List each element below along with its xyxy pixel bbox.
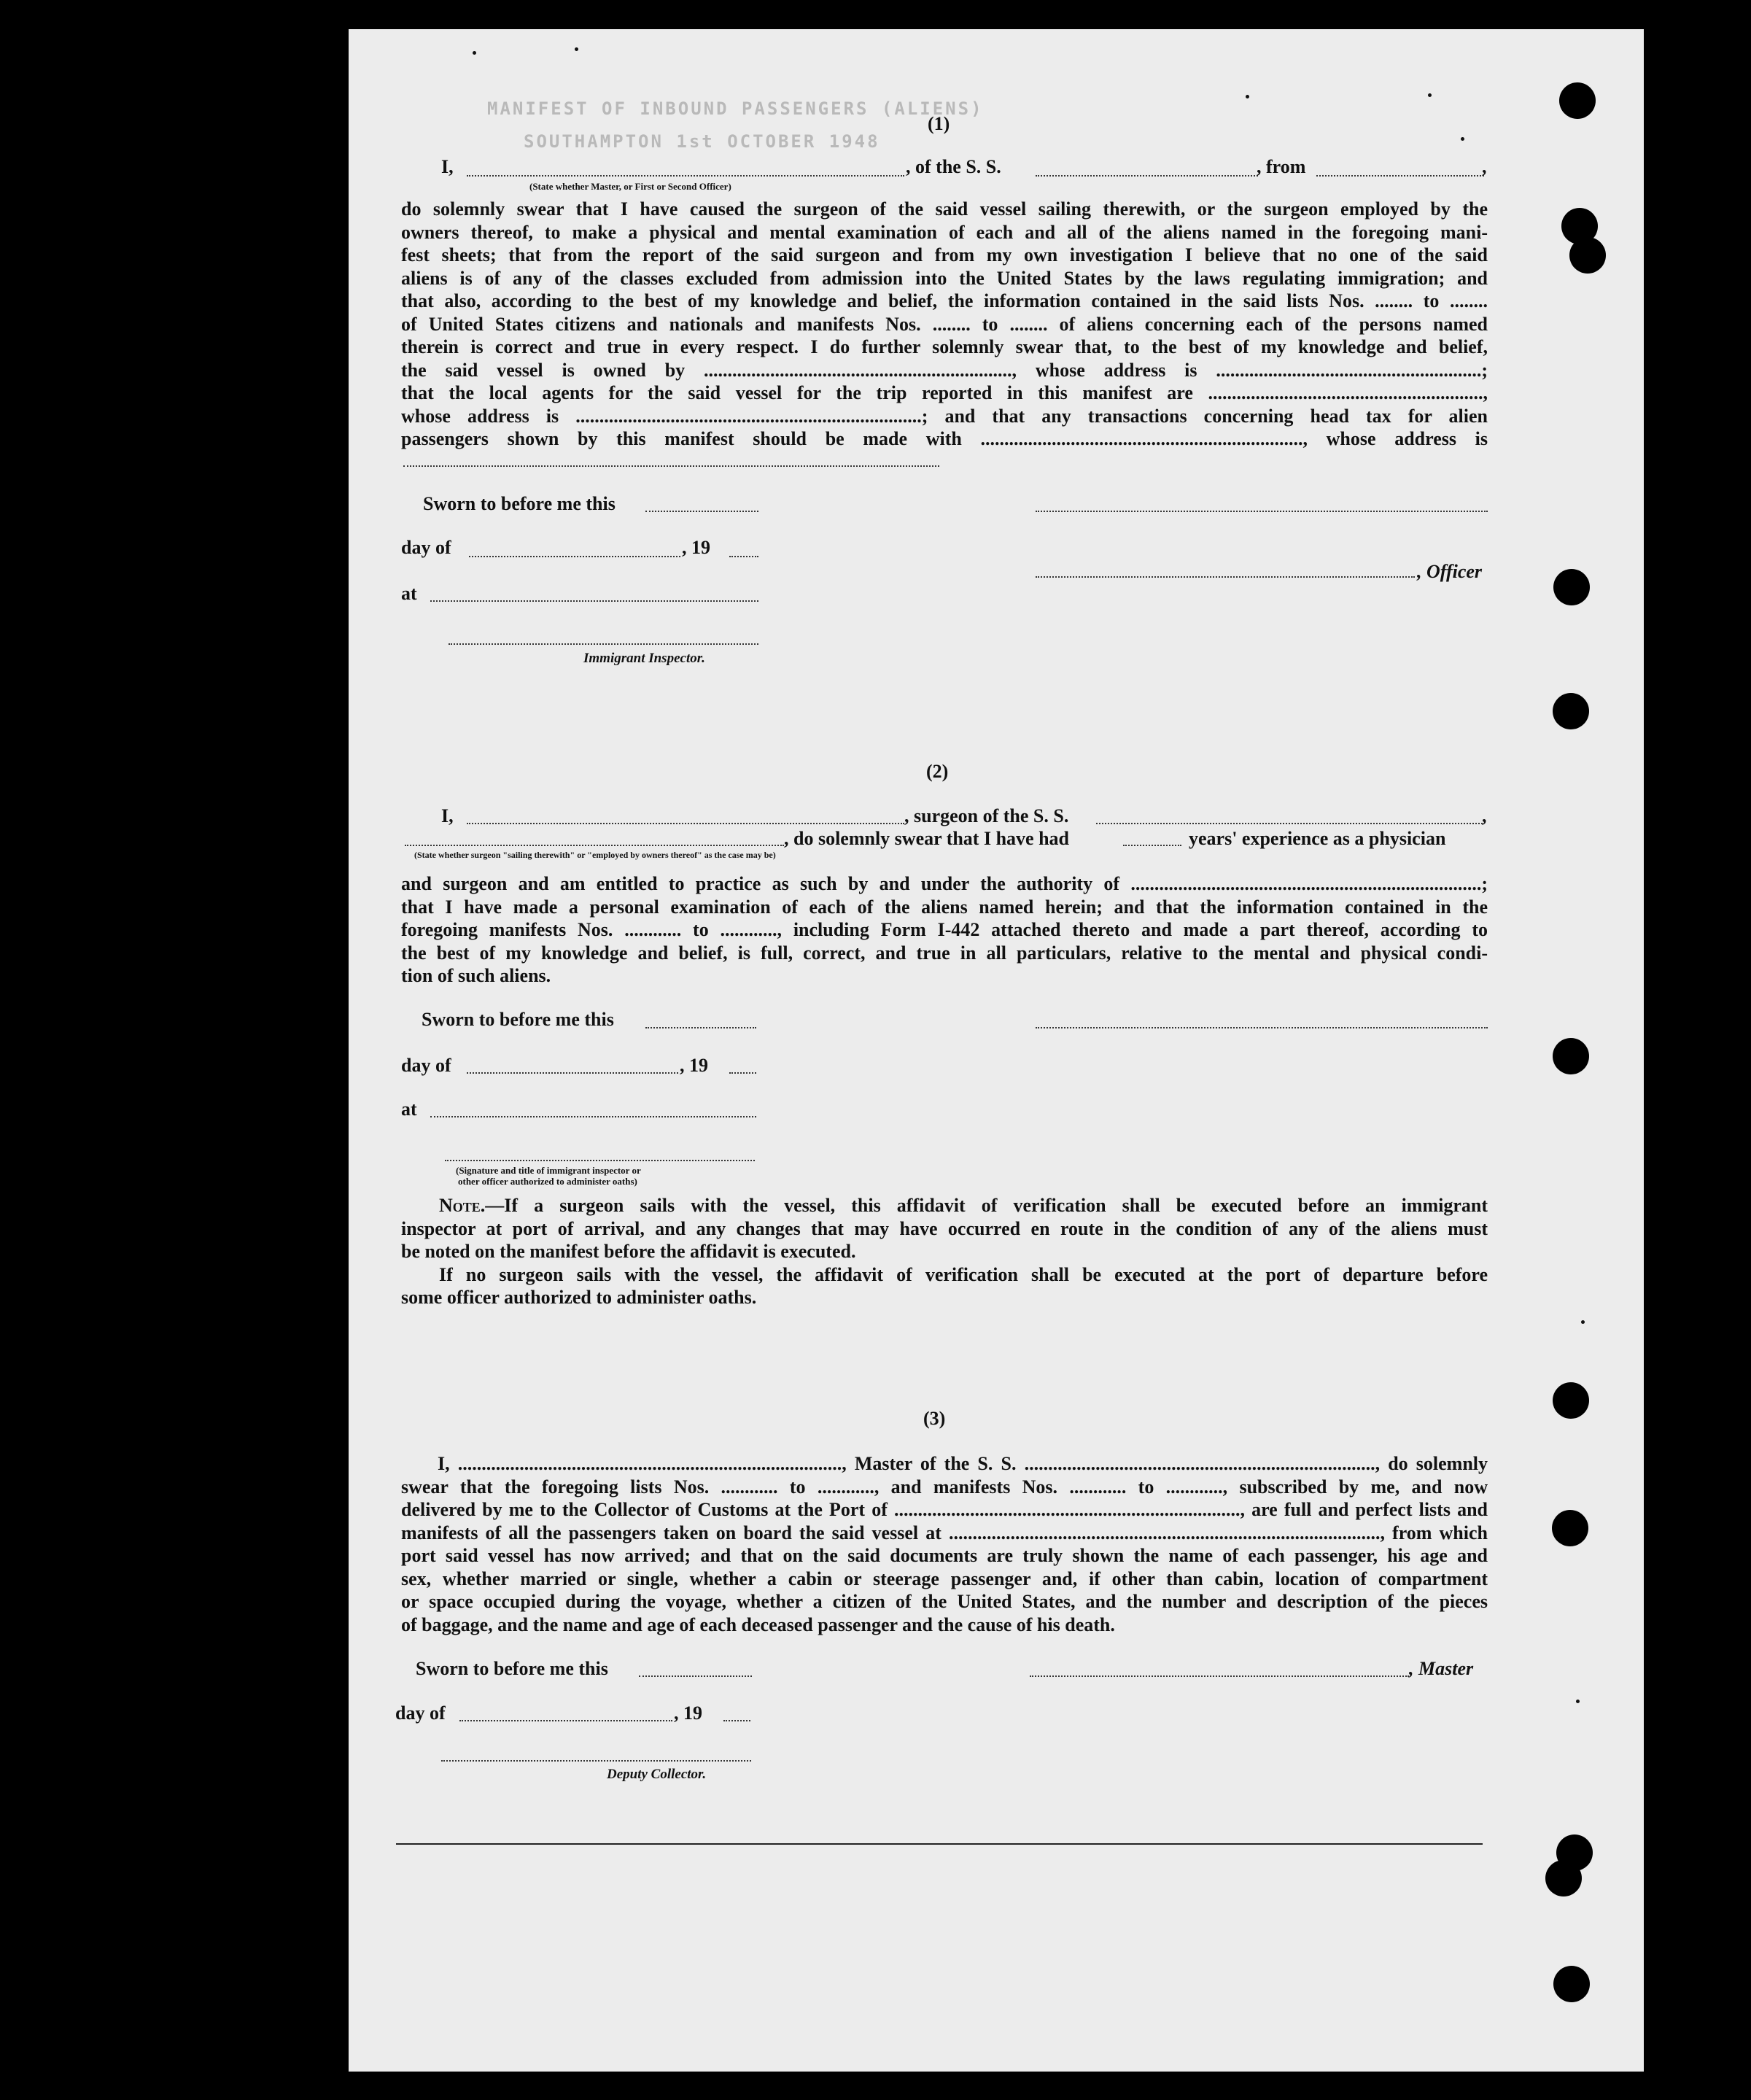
scan-speck: [1461, 137, 1464, 141]
s2-note-text: —If a surgeon sails with the vessel, this affidavit of verification shall be executed before an immigrant: [485, 1195, 1488, 1216]
s2-vessel-blank: [1096, 823, 1483, 824]
stamp-bleed-line-2: SOUTHAMPTON 1st OCTOBER 1948: [524, 131, 880, 152]
s1-line: that the local agents for the said vessel for the trip reported in this manifest are ..........................................................,: [401, 382, 1488, 403]
s1-day-of-label: day of: [401, 537, 451, 558]
s1-at-blank: [430, 600, 758, 602]
s2-note-line: [401, 1194, 1488, 1217]
s2-line: and surgeon and am entitled to practice as such by and under the authority of ..........................................................................;: [401, 873, 1488, 894]
s2-note-line: inspector at port of arrival, and any changes that may have occurred en route in the condition of any of the aliens must: [401, 1217, 1488, 1239]
s3-sworn-blank: [639, 1675, 752, 1677]
s3-day-of-label: day of: [395, 1702, 446, 1724]
s2-swear-label: , do solemnly swear that I have had: [784, 828, 1070, 849]
s1-inspector-label: Immigrant Inspector.: [583, 651, 705, 666]
s2-comma: ,: [1482, 805, 1487, 826]
binder-hole: [1553, 1038, 1589, 1074]
s1-year-label: , 19: [682, 537, 710, 558]
s1-line: passengers shown by this manifest should be made with ...................................................................., whose address is: [401, 428, 1488, 449]
s1-at-label: at: [401, 583, 417, 604]
section-2-heading: (2): [926, 761, 949, 782]
binder-hole: [1569, 237, 1606, 274]
s1-name-blank: [467, 175, 904, 177]
s3-line: port said vessel has now arrived; and that on the said documents are truly shown the name of each passenger, his age and: [401, 1545, 1488, 1566]
s3-line: delivered by me to the Collector of Customs at the Port of ........................................................................., are full and perfect lists and: [401, 1499, 1488, 1520]
s2-year-label: , 19: [680, 1055, 708, 1076]
s2-year-blank: [729, 1072, 756, 1074]
scan-speck: [473, 51, 476, 55]
s1-line: the said vessel is owned by ................................................................., whose address is ........................................................;: [401, 359, 1488, 381]
s1-line: whose address is .........................................................................; and that any transactions concerning head tax for alien: [401, 405, 1488, 427]
s1-officer-label: , Officer: [1417, 561, 1483, 582]
s2-note-label: Note.: [439, 1195, 486, 1216]
s3-year-blank: [723, 1720, 750, 1721]
s2-line: tion of such aliens.: [401, 965, 551, 986]
s1-line: that also, according to the best of my knowledge and belief, the information contained in the said lists Nos. ........ to ........: [401, 290, 1488, 311]
s1-comma: ,: [1482, 156, 1487, 177]
scan-speck: [575, 47, 578, 51]
scan-speck: [1576, 1700, 1580, 1703]
binder-hole: [1559, 82, 1596, 119]
s3-deputy-blank: [441, 1760, 751, 1762]
s1-signature-blank: [1036, 511, 1488, 512]
s3-line: of baggage, and the name and age of each deceased passenger and the cause of his death.: [401, 1613, 1115, 1635]
s1-sworn-blank: [645, 511, 758, 512]
section-2-note: [401, 1194, 1488, 1309]
s1-sworn-label: Sworn to before me this: [423, 493, 616, 514]
s1-day-blank: [469, 556, 680, 557]
s2-at-label: at: [401, 1099, 417, 1120]
binder-hole: [1553, 693, 1589, 729]
s2-note-line: be noted on the manifest before the affidavit is executed.: [401, 1241, 856, 1262]
s2-note2-line: If no surgeon sails with the vessel, the affidavit of verification shall be executed at the port of departure before: [439, 1263, 1488, 1285]
s1-line: do solemnly swear that I have caused the surgeon of the said vessel sailing therewith, or the surgeon employed by the: [401, 198, 1488, 220]
s2-sig-note-2: other officer authorized to administer oaths): [458, 1176, 637, 1187]
s2-line: foregoing manifests Nos. ............ to ............, including Form I-442 attached thereto and made a part thereof, according to: [401, 919, 1488, 940]
binder-hole: [1552, 1510, 1588, 1546]
s2-sworn-label: Sworn to before me this: [422, 1009, 614, 1030]
s2-years-label: years' experience as a physician: [1189, 828, 1446, 849]
s1-inspector-blank: [449, 643, 758, 645]
s3-line: I, ................................................................................., Master of the S. S. .........................................................................., do solemnly: [438, 1453, 1488, 1474]
s1-line: fest sheets; that from the report of the said surgeon and from my own investigation I believe that no one of the said: [401, 244, 1488, 266]
binder-hole: [1545, 1860, 1582, 1896]
s1-line: therein is correct and true in every respect. I do further solemnly swear that, to the best of my knowledge and belief,: [401, 336, 1488, 357]
section-2-body: [401, 872, 1488, 988]
s2-signature-title-blank: [445, 1160, 755, 1161]
s1-officer-blank: [1036, 576, 1415, 578]
s2-day-blank: [467, 1072, 678, 1074]
s3-deputy-label: Deputy Collector.: [607, 1767, 707, 1782]
s3-line: or space occupied during the voyage, whether a citizen of the United States, and the number and description of the pieces: [401, 1591, 1488, 1612]
s1-officer-note: (State whether Master, or First or Second Officer): [529, 181, 731, 192]
s2-capacity-note: (State whether surgeon "sailing therewith" or "employed by owners thereof" as the case may be): [414, 850, 776, 860]
binder-hole: [1553, 1966, 1590, 2002]
s3-master-label: , Master: [1409, 1658, 1474, 1679]
section-1-body: [401, 198, 1488, 451]
s2-signature-blank: [1036, 1027, 1488, 1028]
bottom-rule: [396, 1843, 1483, 1845]
s1-year-blank: [729, 556, 758, 557]
s2-capacity-blank: [405, 845, 784, 846]
scan-speck: [1581, 1320, 1585, 1324]
s1-of-ss-label: , of the S. S.: [906, 156, 1001, 177]
scan-speck: [1246, 95, 1249, 98]
s1-line: owners thereof, to make a physical and mental examination of each and all of the aliens named in the foregoing mani-: [401, 221, 1488, 243]
s1-i-label: I,: [441, 156, 454, 177]
s1-line: aliens is of any of the classes excluded from admission into the United States by the laws regulating immigration; and: [401, 267, 1488, 289]
s2-name-blank: [467, 823, 904, 824]
s2-line: that I have made a personal examination of each of the aliens named herein; and that the information contained in the: [401, 896, 1488, 918]
scan-speck: [1428, 93, 1432, 97]
s1-address-blank: [403, 465, 939, 467]
s2-years-blank: [1123, 845, 1181, 846]
s2-sig-note-1: (Signature and title of immigrant inspector or: [456, 1165, 641, 1176]
binder-hole: [1553, 569, 1590, 605]
binder-hole: [1553, 1382, 1589, 1419]
section-3-heading: (3): [923, 1408, 946, 1429]
s1-from-blank: [1316, 175, 1484, 177]
s1-line: of United States citizens and nationals and manifests Nos. ........ to ........ of aliens concerning each of the persons named: [401, 313, 1488, 335]
s2-day-of-label: day of: [401, 1055, 451, 1076]
section-3-body: [401, 1452, 1488, 1636]
section-1-heading: (1): [928, 113, 950, 134]
s2-at-blank: [430, 1116, 756, 1117]
s3-day-blank: [459, 1720, 672, 1721]
s3-line: manifests of all the passengers taken on board the said vessel at ..........................................................................................., from which: [401, 1522, 1488, 1543]
s2-i-label: I,: [441, 805, 454, 826]
s1-vessel-blank: [1036, 175, 1258, 177]
s3-sworn-label: Sworn to before me this: [416, 1658, 608, 1679]
s2-sworn-blank: [645, 1027, 756, 1028]
s3-line: sex, whether married or single, whether a cabin or steerage passenger and, if other than cabin, location of compartment: [401, 1568, 1488, 1589]
s1-from-label: , from: [1257, 156, 1306, 177]
s3-line: swear that the foregoing lists Nos. ............ to ............, and manifests Nos. ............ to ............, subscribed by me, and now: [401, 1476, 1488, 1497]
s2-surgeon-of-label: , surgeon of the S. S.: [904, 805, 1069, 826]
s3-signature-blank: [1030, 1675, 1409, 1677]
s3-year-label: , 19: [674, 1702, 702, 1724]
stamp-bleed-line-1: MANIFEST OF INBOUND PASSENGERS (ALIENS): [487, 98, 984, 119]
s2-note2-line: some officer authorized to administer oaths.: [401, 1287, 757, 1308]
s2-line: the best of my knowledge and belief, is full, correct, and true in all particulars, relative to the mental and physical condi-: [401, 942, 1488, 964]
